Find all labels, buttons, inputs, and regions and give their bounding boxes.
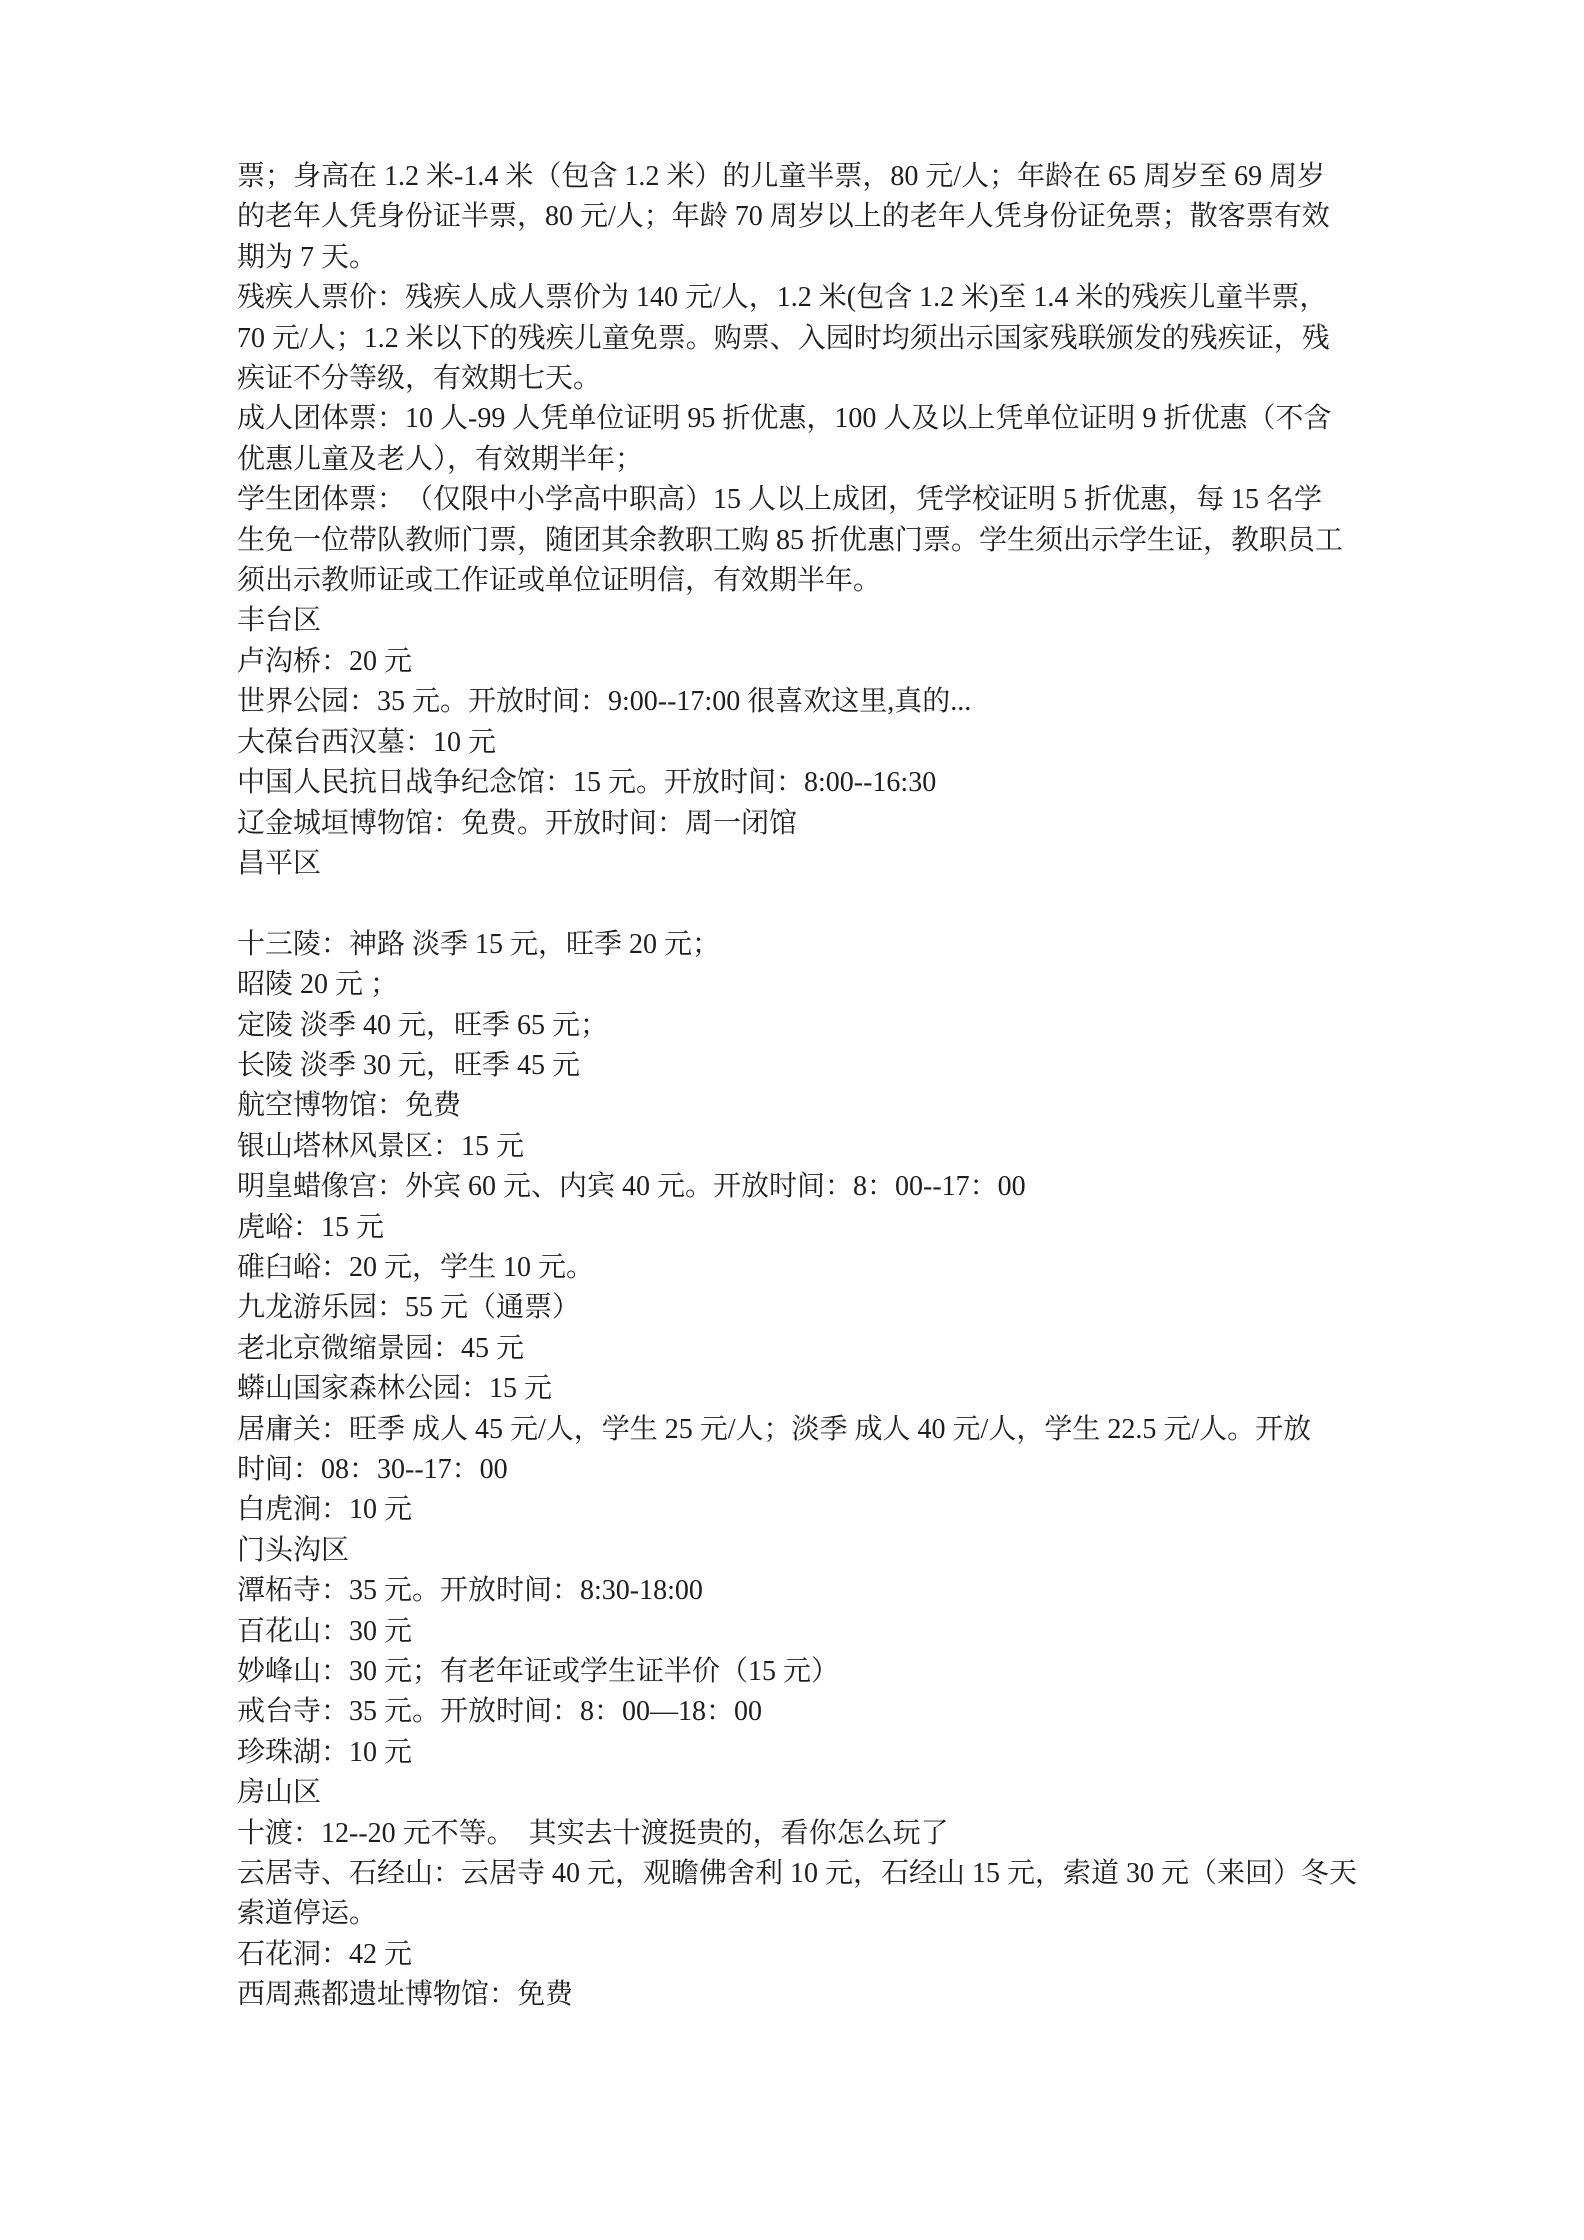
document-line: 珍珠湖：10 元 bbox=[237, 1736, 413, 1768]
document-line: 大葆台西汉墓：10 元 bbox=[237, 726, 497, 758]
document-line: 时间：08：30--17：00 bbox=[237, 1454, 508, 1485]
document-line: 银山塔林风景区：15 元 bbox=[237, 1130, 525, 1162]
document-line: 学生团体票： （仅限中小学高中职高）15 人以上成团，凭学校证明 5 折优惠，每 15 名学 bbox=[237, 484, 1323, 516]
document-line: 世界公园：35 元。开放时间：9:00--17:00 很喜欢这里,真的... bbox=[237, 686, 972, 718]
document-line: 票；身高在 1.2 米-1.4 米（包含 1.2 米）的儿童半票，80 元/人；年龄在 65 周岁至 69 周岁 bbox=[237, 161, 1326, 192]
document-line: 昭陵 20 元 ； bbox=[237, 969, 399, 1001]
document-line: 明皇蜡像宫：外宾 60 元、内宾 40 元。开放时间：8：00--17：00 bbox=[237, 1171, 1026, 1203]
document-line: 门头沟区 bbox=[237, 1534, 350, 1566]
document-line: 定陵 淡季 40 元，旺季 65 元； bbox=[237, 1009, 609, 1041]
document-line: 优惠儿童及老人），有效期半年； bbox=[237, 443, 644, 475]
document-line: 云居寺、石经山：云居寺 40 元，观瞻佛舍利 10 元，石经山 15 元，索道 30 元（来回）冬天 bbox=[237, 1858, 1358, 1890]
document-line: 长陵 淡季 30 元，旺季 45 元 bbox=[237, 1049, 581, 1081]
document-line: 石花洞：42 元 bbox=[237, 1938, 413, 1970]
document-line: 疾证不分等级，有效期七天。 bbox=[237, 363, 602, 395]
document-line: 十渡：12--20 元不等。 其实去十渡挺贵的，看你怎么玩了 bbox=[237, 1817, 949, 1849]
document-line: 百花山：30 元 bbox=[237, 1615, 413, 1647]
document-line: 丰台区 bbox=[237, 605, 322, 637]
blank-line bbox=[237, 884, 1362, 924]
document-line: 辽金城垣博物馆：免费。开放时间：周一闭馆 bbox=[237, 807, 798, 839]
document-line: 白虎涧：10 元 bbox=[237, 1494, 413, 1526]
document-line: 的老年人凭身份证半票，80 元/人；年龄 70 周岁以上的老年人凭身份证免票；散客票有效 bbox=[237, 201, 1330, 233]
document-line: 残疾人票价：残疾人成人票价为 140 元/人，1.2 米(包含 1.2 米)至 1.4 米的残疾儿童半票， bbox=[237, 282, 1328, 314]
document-line: 索道停运。 bbox=[237, 1898, 378, 1930]
document-body bbox=[237, 157, 1362, 2016]
document-line: 潭柘寺：35 元。开放时间：8:30-18:00 bbox=[237, 1575, 703, 1607]
document-line: 70 元/人；1.2 米以下的残疾儿童免票。购票、入园时均须出示国家残联颁发的残疾证，残 bbox=[237, 322, 1330, 354]
document-line: 卢沟桥：20 元 bbox=[237, 645, 413, 677]
document-line: 戒台寺：35 元。开放时间：8：00—18：00 bbox=[237, 1696, 763, 1728]
document-line: 须出示教师证或工作证或单位证明信，有效期半年。 bbox=[237, 565, 882, 597]
document-line: 居庸关：旺季 成人 45 元/人，学生 25 元/人；淡季 成人 40 元/人，学生 22.5 元/人。开放 bbox=[237, 1413, 1312, 1445]
document-line: 蟒山国家森林公园：15 元 bbox=[237, 1373, 553, 1405]
document-line: 房山区 bbox=[237, 1777, 322, 1809]
document-line: 西周燕都遗址博物馆：免费 bbox=[237, 1979, 574, 2011]
document-line: 航空博物馆：免费 bbox=[237, 1090, 462, 1122]
document-line: 生免一位带队教师门票，随团其余教职工购 85 折优惠门票。学生须出示学生证，教职员工 bbox=[237, 524, 1344, 556]
document-line: 中国人民抗日战争纪念馆：15 元。开放时间：8:00--16:30 bbox=[237, 767, 937, 799]
document-line: 成人团体票：10 人-99 人凭单位证明 95 折优惠，100 人及以上凭单位证明 9 折优惠（不含 bbox=[237, 403, 1332, 435]
document-line: 碓臼峪：20 元，学生 10 元。 bbox=[237, 1251, 595, 1283]
document-line: 虎峪：15 元 bbox=[237, 1211, 385, 1243]
document-line: 九龙游乐园：55 元（通票） bbox=[237, 1292, 581, 1324]
document-line: 老北京微缩景园：45 元 bbox=[237, 1332, 525, 1364]
document-line: 妙峰山：30 元；有老年证或学生证半价（15 元） bbox=[237, 1656, 840, 1688]
document-line: 昌平区 bbox=[237, 847, 322, 879]
document-line: 十三陵：神路 淡季 15 元，旺季 20 元； bbox=[237, 928, 721, 960]
document-line: 期为 7 天。 bbox=[237, 241, 378, 273]
